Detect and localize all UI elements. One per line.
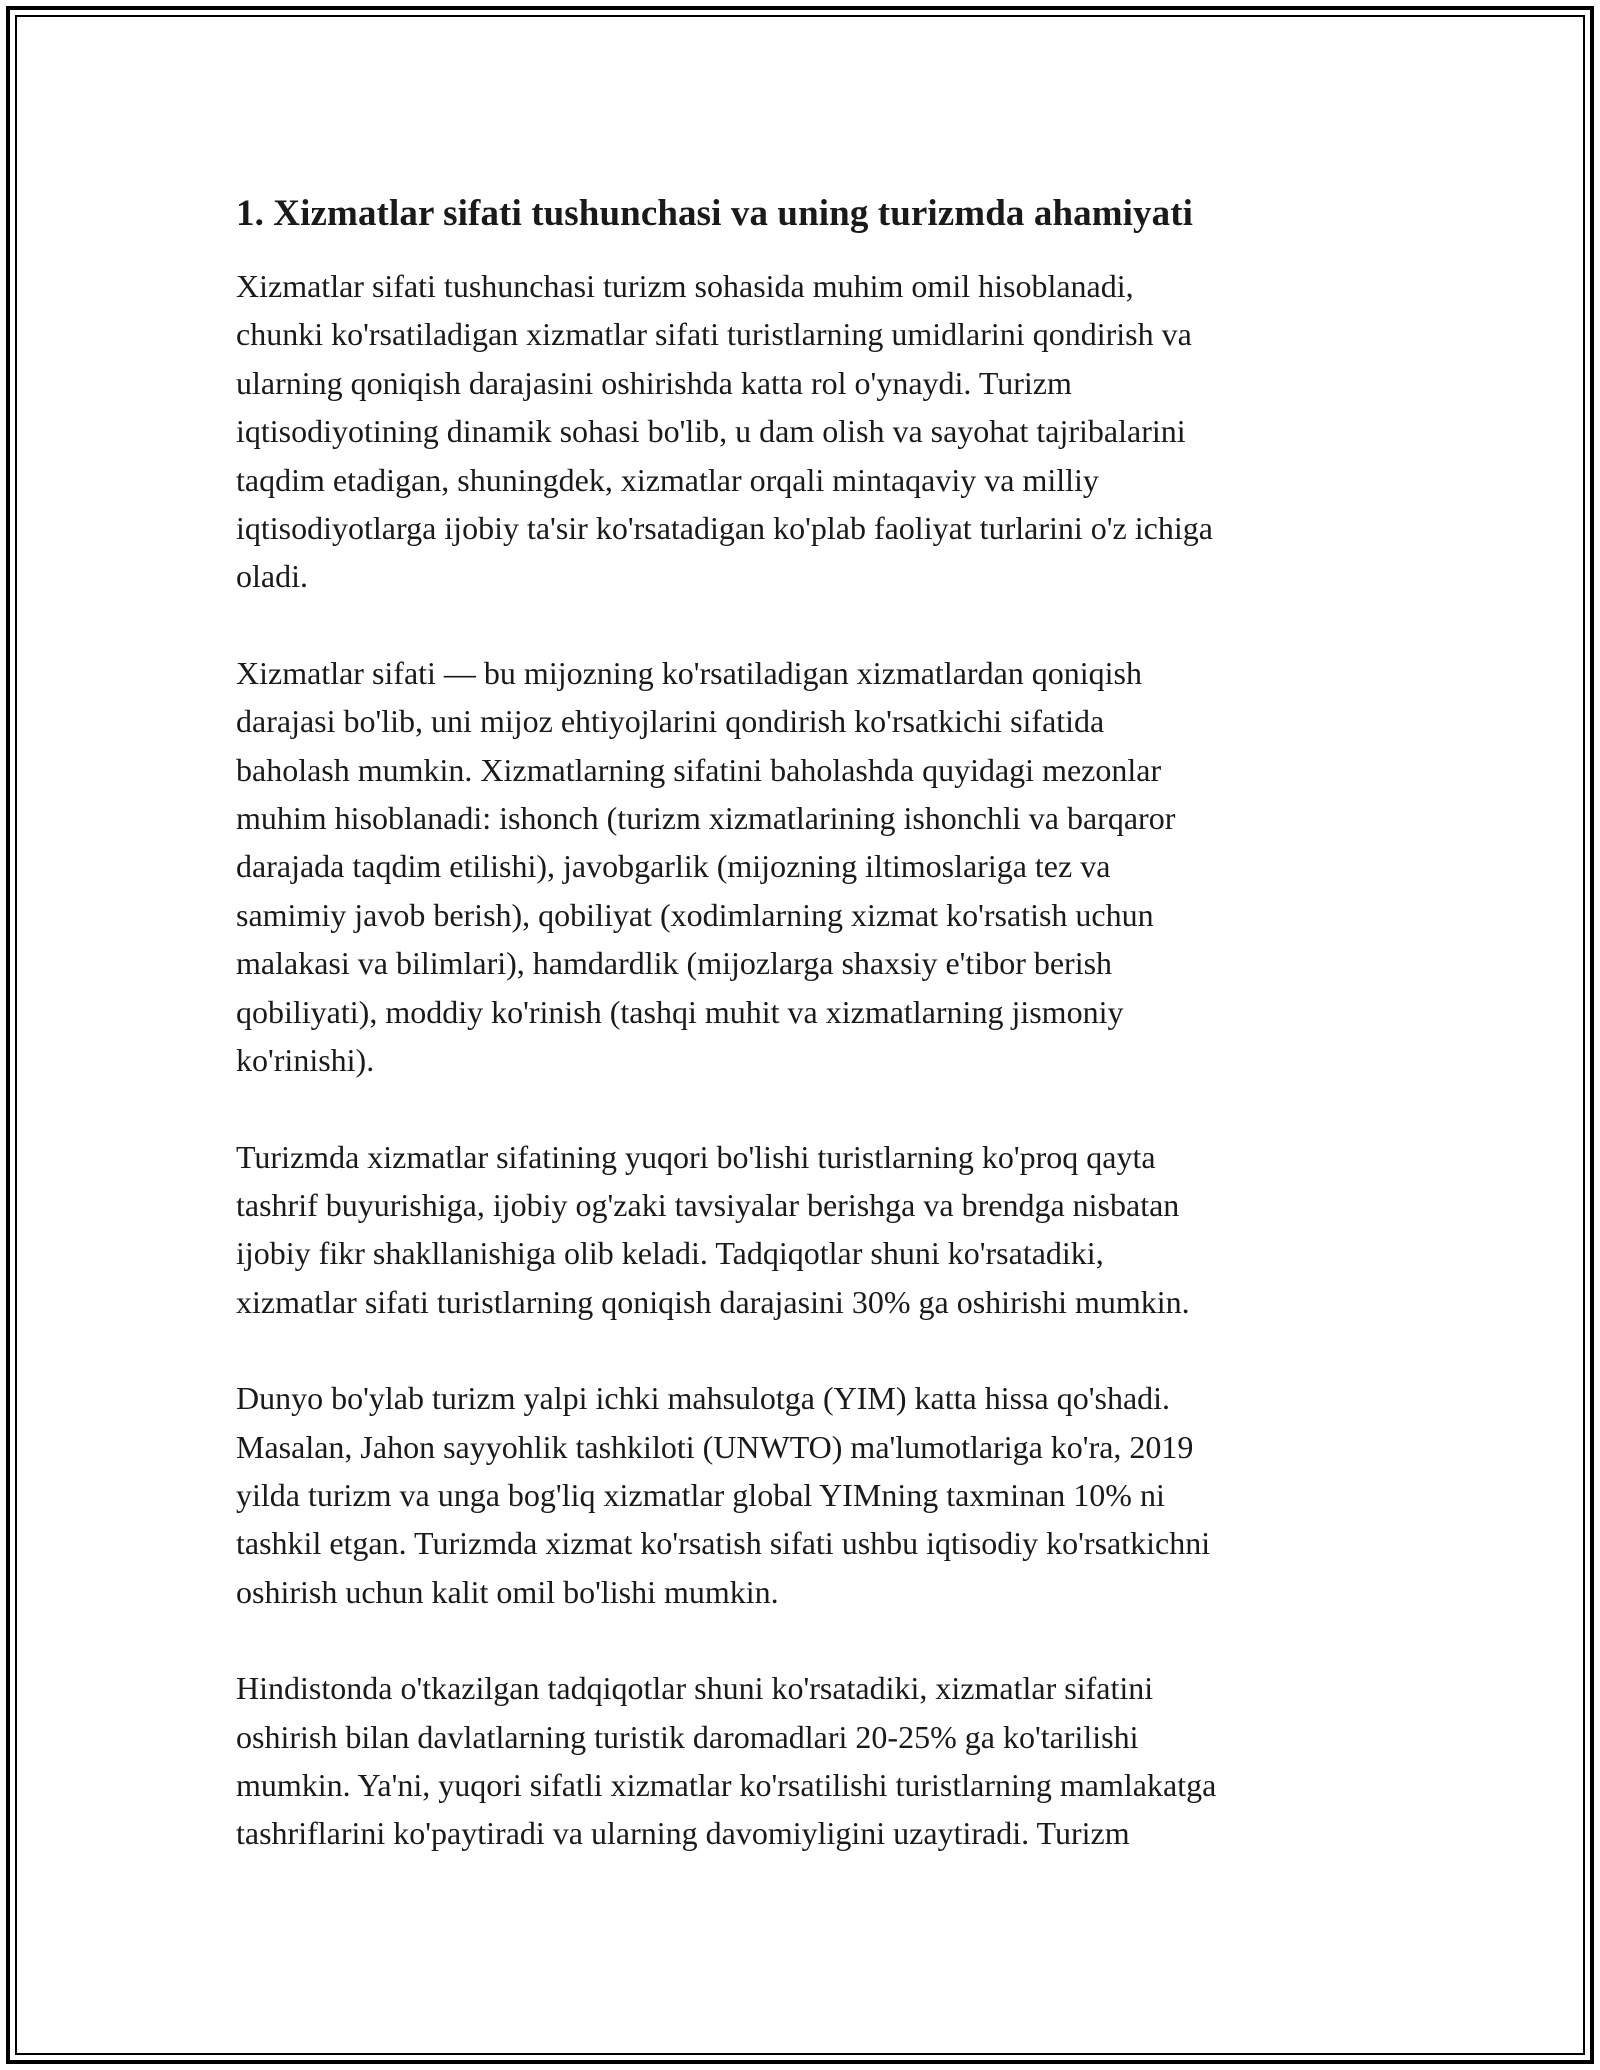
- paragraph-line: chunki ko'rsatiladigan xizmatlar sifati turistlarning umidlarini qondirish va: [236, 316, 1192, 353]
- paragraph: [236, 262, 1376, 601]
- document-body: [236, 188, 1376, 1906]
- paragraph: [236, 1664, 1376, 1858]
- paragraph-line: samimiy javob berish), qobiliyat (xodimlarning xizmat ko'rsatish uchun: [236, 896, 1154, 933]
- paragraph-line: ijobiy fikr shakllanishiga olib keladi. Tadqiqotlar shuni ko'rsatadiki,: [236, 1235, 1104, 1272]
- paragraph-line: oshirish uchun kalit omil bo'lishi mumkin.: [236, 1573, 779, 1610]
- paragraph-line: Dunyo bo'ylab turizm yalpi ichki mahsulotga (YIM) katta hissa qo'shadi.: [236, 1380, 1171, 1417]
- section-heading: 1. Xizmatlar sifati tushunchasi va uning turizmda ahamiyati: [236, 193, 1194, 234]
- paragraph-line: taqdim etadigan, shuningdek, xizmatlar orqali mintaqaviy va milliy: [236, 461, 1099, 498]
- paragraph-line: iqtisodiyotlarga ijobiy ta'sir ko'rsatadigan ko'plab faoliyat turlarini o'z ichiga: [236, 510, 1213, 547]
- paragraph-list: [236, 262, 1376, 1858]
- paragraph-line: Masalan, Jahon sayyohlik tashkiloti (UNWTO) ma'lumotlariga ko'ra, 2019: [236, 1428, 1194, 1465]
- paragraph-line: oladi.: [236, 558, 308, 595]
- paragraph-line: oshirish bilan davlatlarning turistik daromadlari 20-25% ga ko'tarilishi: [236, 1718, 1139, 1755]
- paragraph-line: iqtisodiyotining dinamik sohasi bo'lib, u dam olish va sayohat tajribalarini: [236, 413, 1186, 450]
- paragraph-line: xizmatlar sifati turistlarning qoniqish darajasini 30% ga oshirishi mumkin.: [236, 1283, 1190, 1320]
- paragraph-line: darajasi bo'lib, uni mijoz ehtiyojlarini qondirish ko'rsatkichi sifatida: [236, 703, 1105, 740]
- paragraph-line: Xizmatlar sifati tushunchasi turizm sohasida muhim omil hisoblanadi,: [236, 268, 1134, 304]
- paragraph-line: baholash mumkin. Xizmatlarning sifatini baholashda quyidagi mezonlar: [236, 751, 1162, 788]
- paragraph-line: qobiliyati), moddiy ko'rinish (tashqi muhit va xizmatlarning jismoniy: [236, 993, 1124, 1030]
- paragraph-line: mumkin. Ya'ni, yuqori sifatli xizmatlar ko'rsatilishi turistlarning mamlakatga: [236, 1766, 1217, 1803]
- paragraph-line: Turizmda xizmatlar sifatining yuqori bo'lishi turistlarning ko'proq qayta: [236, 1138, 1156, 1175]
- paragraph-line: Xizmatlar sifati — bu mijozning ko'rsatiladigan xizmatlardan qoniqish: [236, 654, 1142, 691]
- paragraph-line: ko'rinishi).: [236, 1042, 375, 1079]
- paragraph-line: ularning qoniqish darajasini oshirishda katta rol o'ynaydi. Turizm: [236, 364, 1072, 401]
- paragraph-line: muhim hisoblanadi: ishonch (turizm xizmatlarining ishonchli va barqaror: [236, 800, 1176, 837]
- paragraph: [236, 649, 1376, 1085]
- paragraph-line: tashrif buyurishiga, ijobiy og'zaki tavsiyalar berishga va brendga nisbatan: [236, 1186, 1180, 1223]
- paragraph: [236, 1374, 1376, 1616]
- paragraph: [236, 1133, 1376, 1327]
- paragraph-line: yilda turizm va unga bog'liq xizmatlar global YIMning taxminan 10% ni: [236, 1476, 1165, 1513]
- paragraph-line: Hindistonda o'tkazilgan tadqiqotlar shuni ko'rsatadiki, xizmatlar sifatini: [236, 1670, 1154, 1707]
- paragraph-line: malakasi va bilimlari), hamdardlik (mijozlarga shaxsiy e'tibor berish: [236, 945, 1113, 982]
- paragraph-line: tashriflarini ko'paytiradi va ularning davomiyligini uzaytiradi. Turizm: [236, 1815, 1130, 1852]
- paragraph-line: tashkil etgan. Turizmda xizmat ko'rsatish sifati ushbu iqtisodiy ko'rsatkichni: [236, 1525, 1211, 1562]
- paragraph-line: darajada taqdim etilishi), javobgarlik (mijozning iltimoslariga tez va: [236, 848, 1111, 885]
